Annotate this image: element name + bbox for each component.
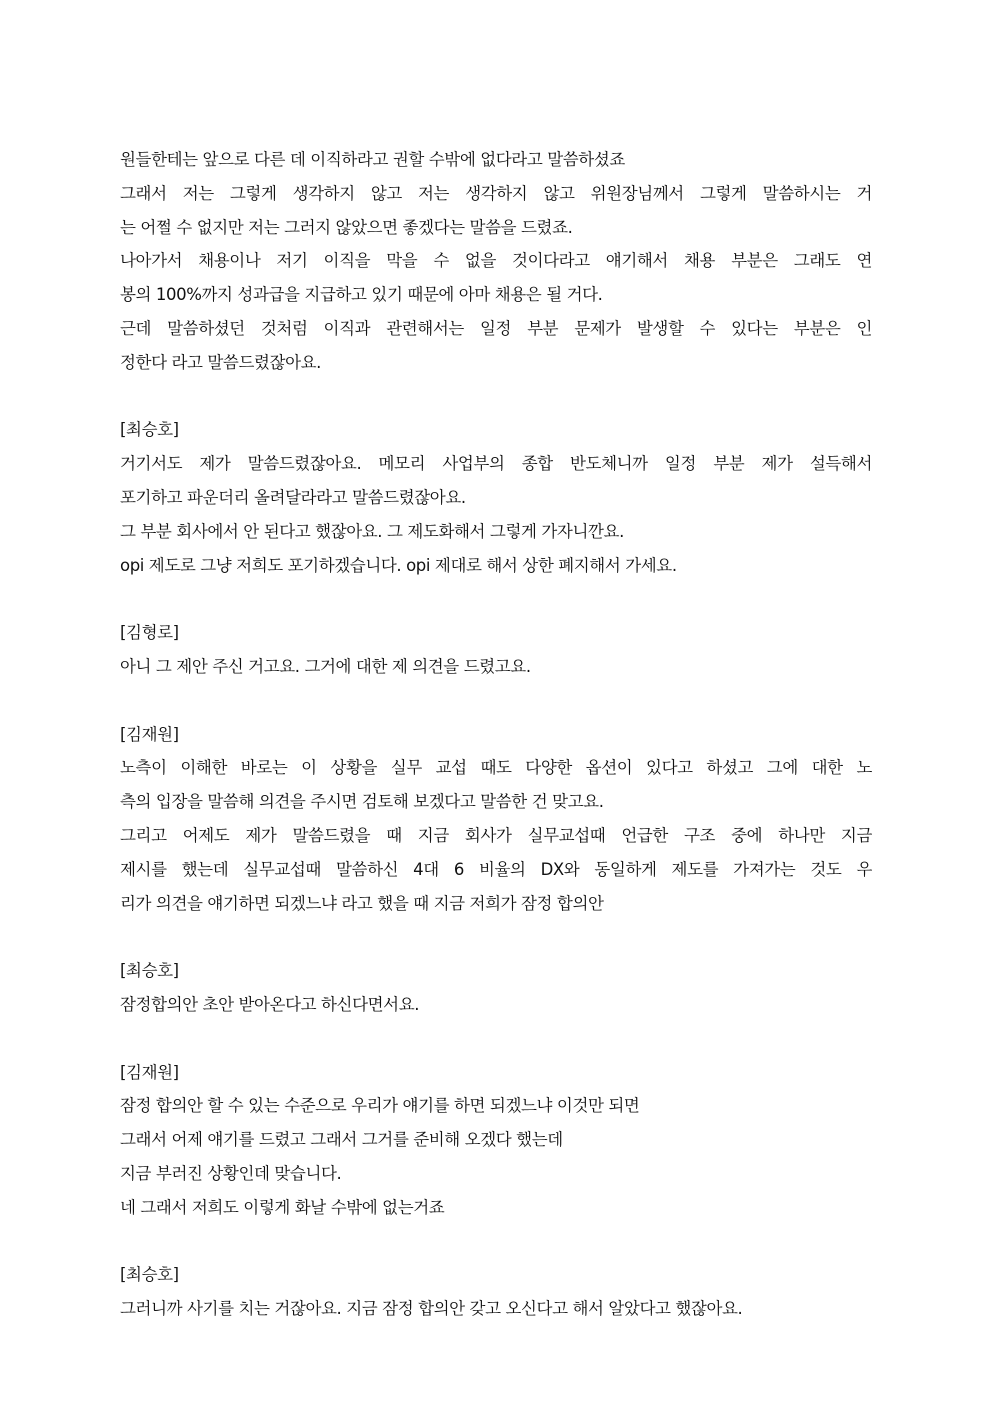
text-line: 봉의 100%까지 성과급을 지급하고 있기 때문에 아마 채용은 될 거다.	[120, 285, 603, 305]
paragraph-gap	[120, 380, 872, 414]
text-line: 그래서 어제 얘기를 드렸고 그래서 그거를 준비해 오겠다 했는데	[120, 1130, 563, 1150]
text-line: 측의 입장을 말씀해 의견을 주시면 검토해 보겠다고 말씀한 건 맞고요.	[120, 792, 604, 812]
transcript-body	[120, 143, 872, 1326]
transcript-block	[120, 616, 872, 684]
speaker-label: [최승호]	[120, 420, 179, 440]
text-line: 정한다 라고 말씀드렸잖아요.	[120, 352, 322, 372]
paragraph-gap	[120, 920, 872, 954]
speaker-label: [김재원]	[120, 724, 179, 744]
text-line: 그래서 저는 그렇게 생각하지 않고 저는 생각하지 않고 위원장님께서 그렇게 말씀하시는 거	[120, 183, 872, 203]
speaker-label: [김형로]	[120, 623, 179, 643]
text-line: 그 부분 회사에서 안 된다고 했잖아요. 그 제도화해서 그렇게 가자니깐요.	[120, 521, 624, 541]
text-line: 잠정합의안 초안 받아온다고 하신다면서요.	[120, 994, 420, 1014]
transcript-block	[120, 1056, 872, 1225]
transcript-block	[120, 718, 872, 921]
text-line: 포기하고 파운더리 올려달라라고 말씀드렸잖아요.	[120, 487, 466, 507]
paragraph-gap	[120, 684, 872, 718]
text-line: 나아가서 채용이나 저기 이직을 막을 수 없을 것이다라고 얘기해서 채용 부분은 그래도 연	[120, 251, 872, 271]
text-line: 그리고 어제도 제가 말씀드렸을 때 지금 회사가 실무교섭때 언급한 구조 중에 하나만 지금	[120, 825, 872, 845]
speaker-label: [최승호]	[120, 961, 179, 981]
transcript-block	[120, 1258, 872, 1326]
paragraph-gap	[120, 1225, 872, 1259]
text-line: 는 어쩔 수 없지만 저는 그러지 않았으면 좋겠다는 말씀을 드렸죠.	[120, 217, 573, 237]
speaker-label: [김재원]	[120, 1062, 179, 1082]
text-line: 아니 그 제안 주신 거고요. 그거에 대한 제 의견을 드렸고요.	[120, 656, 531, 676]
text-line: 잠정 합의안 할 수 있는 수준으로 우리가 얘기를 하면 되겠느냐 이것만 되면	[120, 1096, 640, 1116]
text-line: 제시를 했는데 실무교섭때 말씀하신 4대 6 비율의 DX와 동일하게 제도를 가져가는 것도 우	[120, 859, 872, 879]
speaker-label: [최승호]	[120, 1265, 179, 1285]
text-line: 그러니까 사기를 치는 거잖아요. 지금 잠정 합의안 갖고 오신다고 해서 알았다고 했잖아요.	[120, 1299, 743, 1319]
transcript-block-continuation	[120, 143, 872, 380]
text-line: opi 제도로 그냥 저희도 포기하겠습니다. opi 제대로 해서 상한 폐지해서 가세요.	[120, 555, 677, 575]
text-line: 지금 부러진 상황인데 맞습니다.	[120, 1163, 342, 1183]
transcript-block	[120, 954, 872, 1022]
text-line: 노측이 이해한 바로는 이 상황을 실무 교섭 때도 다양한 옵션이 있다고 하셨고 그에 대한 노	[120, 758, 872, 778]
paragraph-gap	[120, 1022, 872, 1056]
paragraph-gap	[120, 582, 872, 616]
text-line: 원들한테는 앞으로 다른 데 이직하라고 권할 수밖에 없다라고 말씀하셨죠	[120, 150, 625, 169]
text-line: 근데 말씀하셨던 것처럼 이직과 관련해서는 일정 부분 문제가 발생할 수 있다는 부분은 인	[120, 318, 872, 338]
text-line: 네 그래서 저희도 이렇게 화날 수밖에 없는거죠	[120, 1197, 445, 1217]
text-line: 리가 의견을 얘기하면 되겠느냐 라고 했을 때 지금 저희가 잠정 합의안	[120, 893, 604, 913]
transcript-block	[120, 413, 872, 582]
text-line: 거기서도 제가 말씀드렸잖아요. 메모리 사업부의 종합 반도체니까 일정 부분 제가 설득해서	[120, 454, 872, 474]
